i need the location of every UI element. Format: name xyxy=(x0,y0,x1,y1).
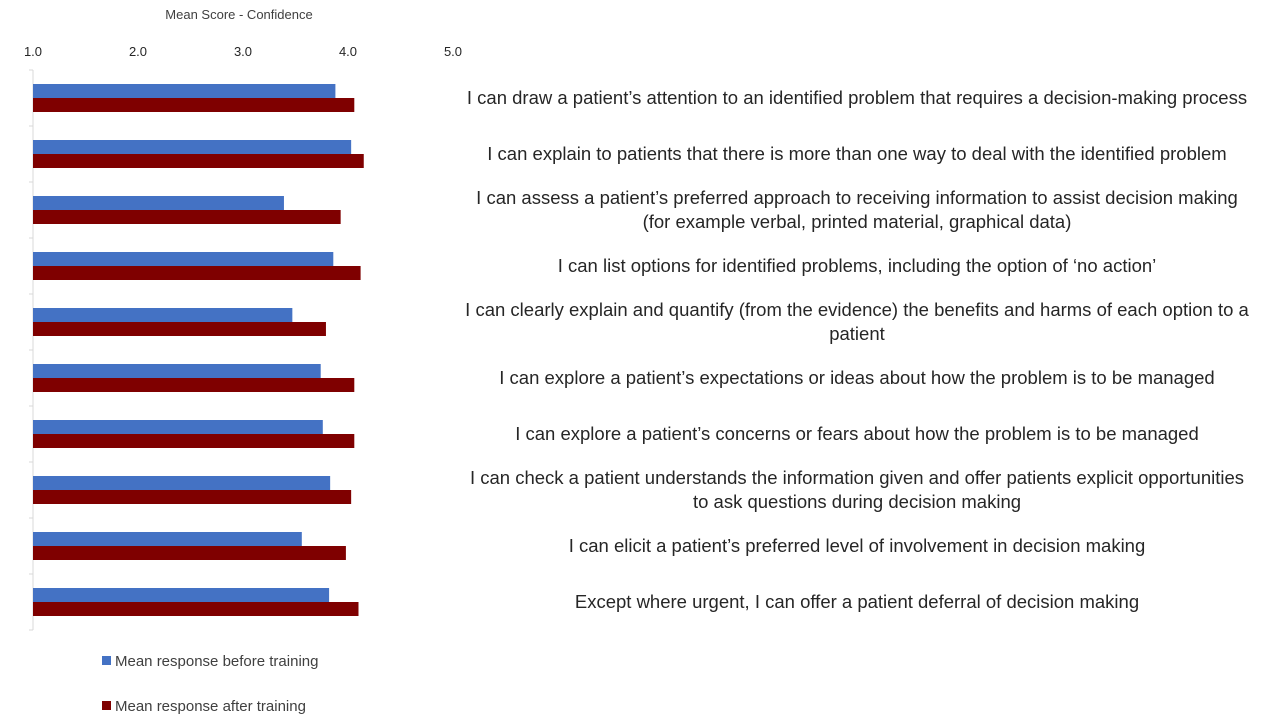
bar-before-training-5 xyxy=(33,308,292,322)
category-label: I can clearly explain and quantify (from the evidence) the benefits and harms of each option to a patient xyxy=(465,299,1249,344)
x-axis-title: Mean Score - Confidence xyxy=(165,7,313,22)
bars xyxy=(33,84,364,616)
category-label: I can list options for identified problems, including the option of ‘no action’ xyxy=(557,255,1157,276)
bar-after-training-3 xyxy=(33,210,341,224)
bar-after-training-10 xyxy=(33,602,359,616)
legend-label-before: Mean response before training xyxy=(115,653,319,670)
category-label: I can assess a patient’s preferred approach to receiving information to assist decision making (for example verbal, printed material, graphical data) xyxy=(476,187,1238,232)
bar-chart xyxy=(0,0,463,650)
x-tick-label: 5.0 xyxy=(443,44,463,59)
bar-after-training-7 xyxy=(33,434,354,448)
category-label: I can explain to patients that there is more than one way to deal with the identified problem xyxy=(487,143,1227,164)
category-label: I can elicit a patient’s preferred level of involvement in decision making xyxy=(568,535,1146,556)
bar-after-training-5 xyxy=(33,322,326,336)
bar-before-training-1 xyxy=(33,84,335,98)
x-tick-label: 1.0 xyxy=(23,44,43,59)
category-label: I can explore a patient’s concerns or fears about how the problem is to be managed xyxy=(515,423,1199,444)
bar-after-training-6 xyxy=(33,378,354,392)
bar-after-training-2 xyxy=(33,154,364,168)
x-tick-label: 4.0 xyxy=(338,44,358,59)
y-axis-tick-marks xyxy=(29,70,33,630)
bar-before-training-2 xyxy=(33,140,351,154)
x-tick-label: 3.0 xyxy=(233,44,253,59)
bar-after-training-1 xyxy=(33,98,354,112)
category-label: I can explore a patient’s expectations or ideas about how the problem is to be managed xyxy=(499,367,1215,388)
category-label: I can draw a patient’s attention to an identified problem that requires a decision-making process xyxy=(466,87,1248,108)
x-tick-label: 2.0 xyxy=(128,44,148,59)
bar-before-training-9 xyxy=(33,532,302,546)
bar-before-training-4 xyxy=(33,252,333,266)
category-label: Except where urgent, I can offer a patient deferral of decision making xyxy=(574,591,1140,612)
bar-after-training-8 xyxy=(33,490,351,504)
bar-before-training-8 xyxy=(33,476,330,490)
category-label: I can check a patient understands the information given and offer patients explicit opportunities to ask questions during decision making xyxy=(469,467,1245,512)
bar-before-training-10 xyxy=(33,588,329,602)
bar-after-training-4 xyxy=(33,266,361,280)
bar-after-training-9 xyxy=(33,546,346,560)
bar-before-training-6 xyxy=(33,364,321,378)
bar-before-training-3 xyxy=(33,196,284,210)
legend-item-after xyxy=(102,698,306,715)
legend-swatch-before xyxy=(102,656,111,665)
category-labels xyxy=(462,0,1252,725)
bar-before-training-7 xyxy=(33,420,323,434)
legend-label-after: Mean response after training xyxy=(115,698,306,715)
x-axis-ticks xyxy=(24,44,462,59)
legend-swatch-after xyxy=(102,701,111,710)
legend-item-before xyxy=(102,653,318,670)
